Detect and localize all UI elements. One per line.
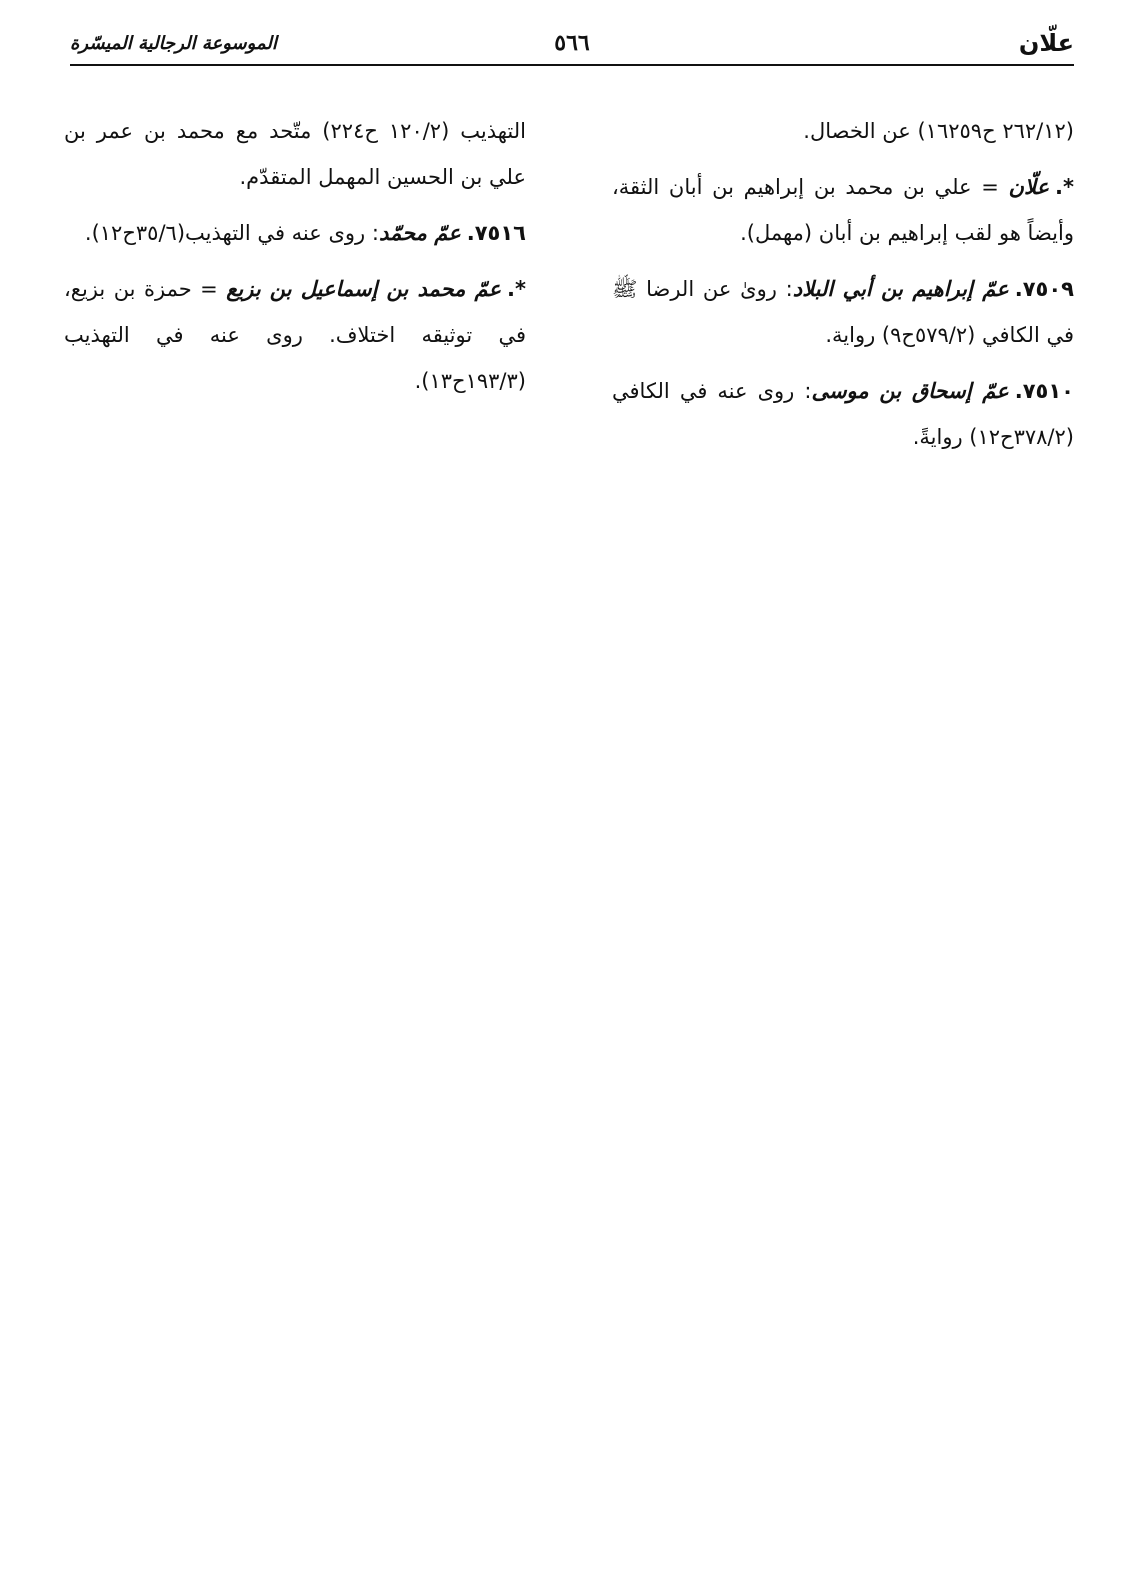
left-column (64, 108, 526, 470)
entry (64, 108, 526, 200)
entry-text: : روى عنه في التهذيب(٣٥/٦ح١٢). (84, 221, 379, 245)
entry-number: ٧٥٠٩. (1014, 277, 1074, 301)
entry (64, 266, 526, 404)
entry-heading: عمّ محمد بن إسماعيل بن بزيع (226, 277, 502, 301)
entry-heading: عمّ إسحاق بن موسى (811, 379, 1009, 403)
entry-number: *. (1055, 175, 1074, 199)
entry-heading: علّان (1008, 175, 1050, 199)
entry-number: ٧٥١٦. (466, 221, 526, 245)
entry-number: ٧٥١٠. (1014, 379, 1074, 403)
entry-text: : روىٰ عن الرضا ﷺ في الكافي (٥٧٩/٢ح٩) رواية. (612, 277, 1074, 347)
entry-text: (٢٦٢/١٢ ح١٦٢٥٩) عن الخصال. (803, 119, 1074, 143)
entry-heading: عمّ محمّد (378, 221, 461, 245)
page-header (70, 22, 1074, 66)
entry (612, 108, 1074, 154)
right-column (612, 108, 1074, 470)
entry (612, 266, 1074, 358)
entry-number: *. (507, 277, 526, 301)
entry-heading: عمّ إبراهيم بن أبي البلاد (792, 277, 1009, 301)
entry (64, 210, 526, 256)
book-title: الموسوعة الرجالية الميسّرة (70, 32, 277, 54)
header-entry-title: علّان (1018, 29, 1074, 57)
entry (612, 164, 1074, 256)
entry-text: التهذيب (١٢٠/٢ ح٢٢٤) متّحد مع محمد بن عمر بن علي بن الحسين المهمل المتقدّم. (64, 119, 526, 189)
page-number: ٥٦٦ (554, 30, 590, 56)
entry-text: = علي بن محمد بن إبراهيم بن أبان الثقة، وأيضاً هو لقب إبراهيم بن أبان (مهمل). (612, 175, 1074, 245)
entry (612, 368, 1074, 460)
entry-text: = حمزة بن بزيع، في توثيقه اختلاف. روى عنه في التهذيب (١٩٣/٣ح١٣). (64, 277, 526, 393)
entry-text: : روى عنه في الكافي (٣٧٨/٢ح١٢) روايةً. (612, 379, 1074, 449)
text-columns (64, 108, 1074, 470)
